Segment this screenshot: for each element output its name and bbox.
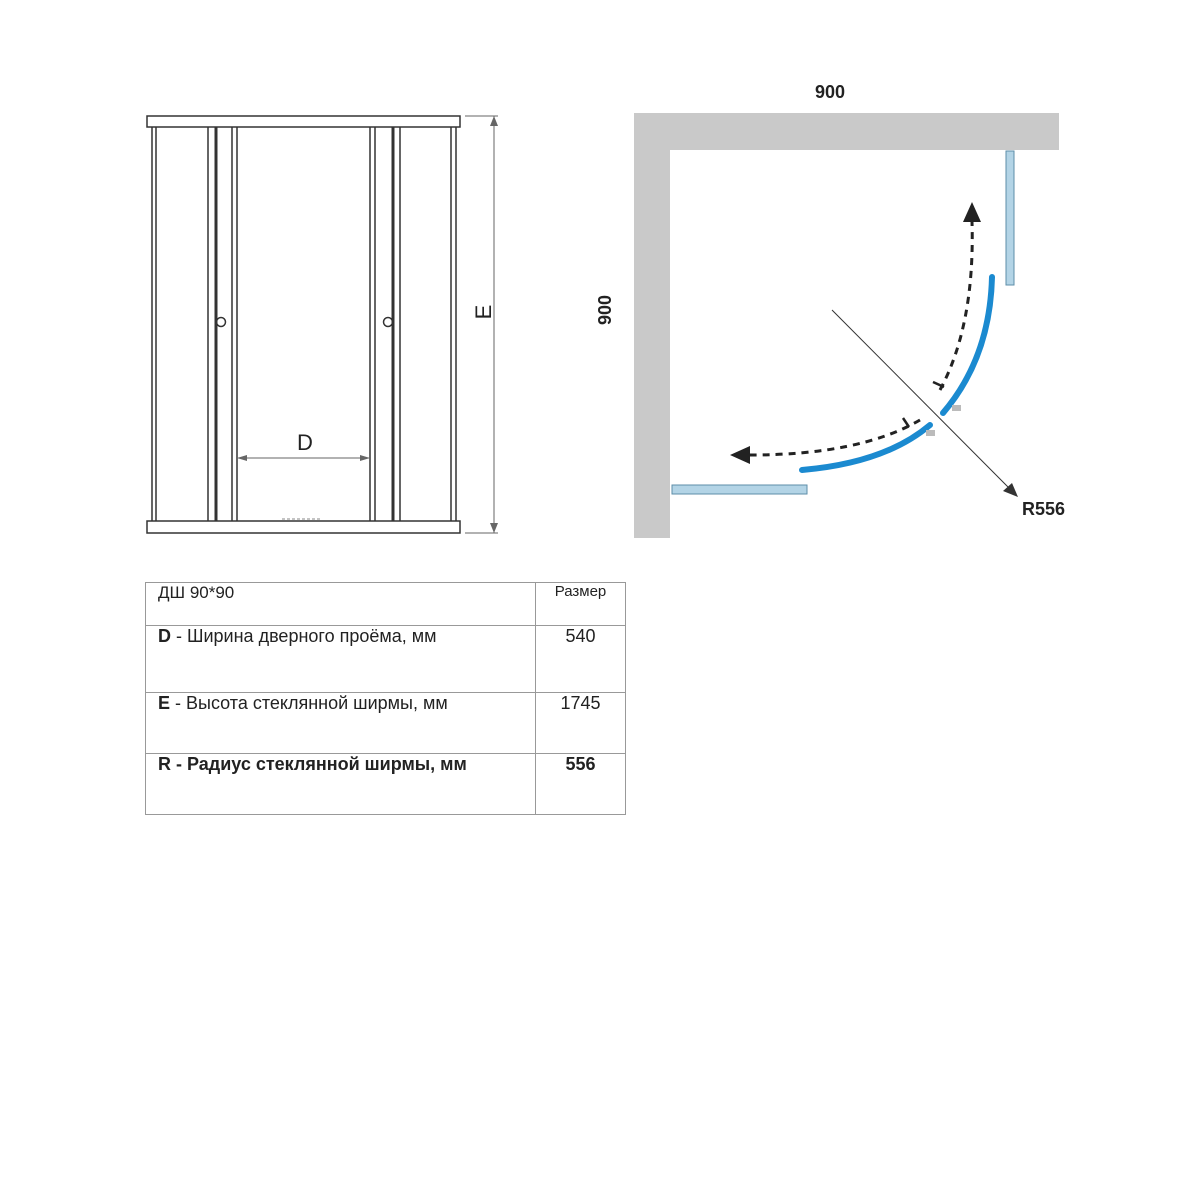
plan-width-dimension: 900 bbox=[814, 82, 846, 102]
arrow-path-right bbox=[940, 222, 972, 390]
table-size-header: Размер bbox=[536, 583, 626, 626]
row-value: 1745 bbox=[536, 693, 626, 754]
table-row bbox=[146, 754, 626, 815]
plan-depth-dimension: 900 bbox=[595, 294, 615, 326]
radius-arrowhead bbox=[1003, 483, 1018, 497]
row-desc: - Ширина дверного проёма, мм bbox=[171, 626, 437, 646]
row-label bbox=[146, 693, 536, 754]
table-row bbox=[146, 626, 626, 693]
row-label bbox=[146, 626, 536, 693]
row-value: 540 bbox=[536, 626, 626, 693]
row-letter: E bbox=[158, 693, 171, 713]
row-desc: - Высота стеклянной ширмы, мм bbox=[170, 693, 448, 713]
table-row bbox=[146, 693, 626, 754]
table-header-row bbox=[146, 583, 626, 626]
arrowhead-up bbox=[963, 202, 981, 222]
row-value: 556 bbox=[536, 754, 626, 815]
height-label: E bbox=[471, 304, 496, 320]
row-letter: D bbox=[158, 626, 171, 646]
arrowhead-left bbox=[730, 446, 750, 464]
row-label bbox=[146, 754, 536, 815]
left-side-panel bbox=[672, 485, 807, 494]
door-width-label: D bbox=[297, 430, 313, 455]
radius-label: R556 bbox=[1022, 499, 1066, 519]
row-desc: - Радиус стеклянной ширмы, мм bbox=[171, 754, 467, 774]
right-side-panel bbox=[1006, 151, 1014, 285]
left-glass-door bbox=[802, 425, 930, 470]
spec-table bbox=[145, 582, 626, 815]
row-letter: R bbox=[158, 754, 171, 774]
table-title: ДШ 90*90 bbox=[146, 583, 536, 626]
